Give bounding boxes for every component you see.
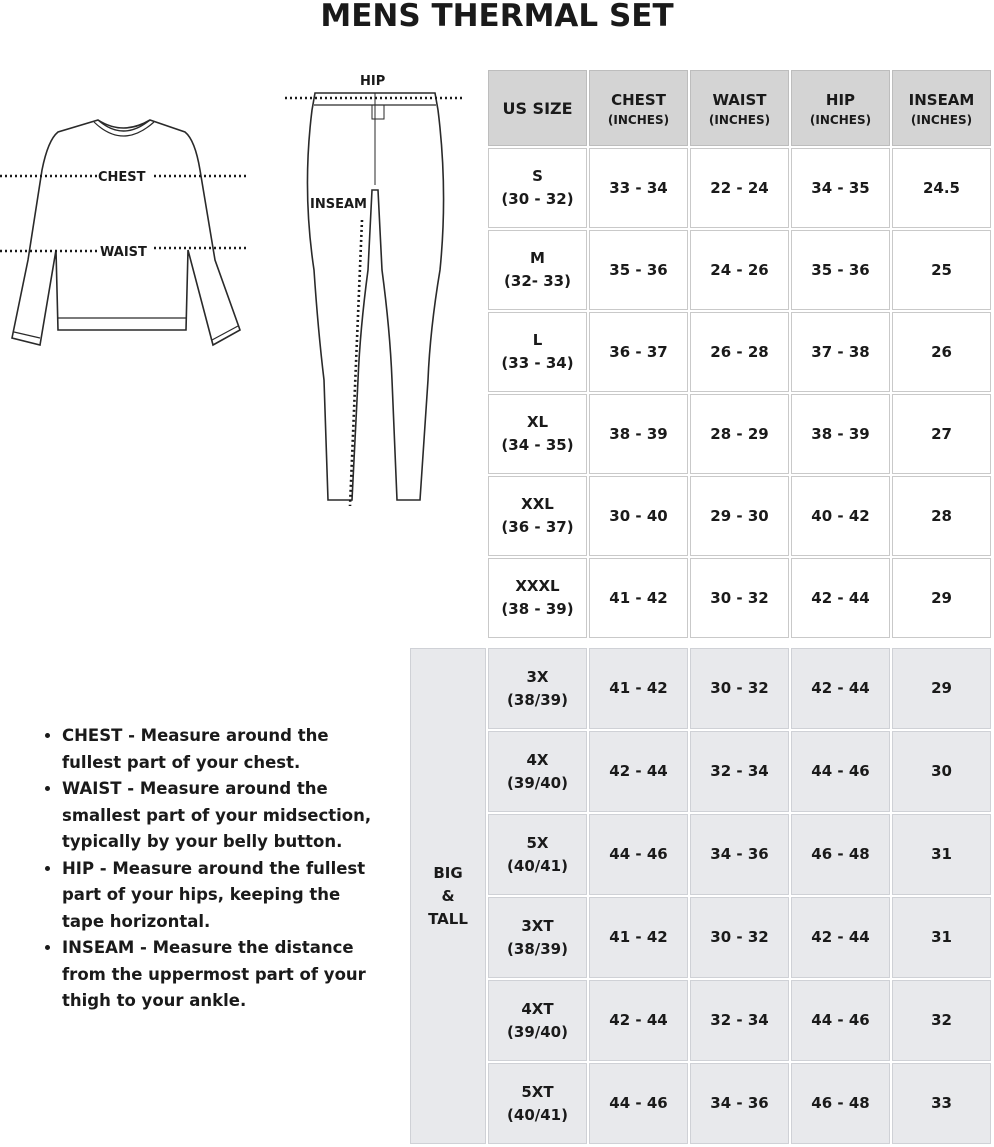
size-range: (32- 33) [504, 272, 571, 290]
size-name: M [530, 249, 545, 267]
table-cell-hip [791, 230, 890, 310]
size-range: (34 - 35) [501, 436, 574, 454]
hip-value: 40 - 42 [811, 506, 870, 525]
chest-label: CHEST [98, 170, 146, 185]
instruction-item: • INSEAM - Measure the distance from the uppermost part of your thigh to your ankle. [62, 935, 382, 1015]
size-name: L [532, 331, 543, 349]
table-cell-chest [589, 1063, 688, 1144]
table-cell-inseam [892, 1063, 991, 1144]
hip-value: 42 - 44 [811, 588, 870, 607]
table-cell-chest [589, 897, 688, 978]
waist-value: 30 - 32 [710, 679, 769, 697]
column-header [488, 70, 587, 146]
instruction-item: • WAIST - Measure around the smallest part of your midsection, typically by your belly button. [62, 776, 382, 856]
column-header [791, 70, 890, 146]
waist-value: 32 - 34 [710, 762, 769, 780]
table-cell-chest [589, 814, 688, 895]
inseam-value: 24.5 [922, 178, 960, 197]
size-name: 5X [526, 833, 549, 852]
size-range: (39/40) [507, 1022, 568, 1041]
table-cell-hip [791, 476, 890, 556]
table-cell-hip [791, 312, 890, 392]
table-cell-waist [690, 980, 789, 1061]
size-name: XXL [521, 495, 554, 513]
size-range: (40/41) [507, 856, 568, 875]
hip-value: 46 - 48 [811, 1094, 870, 1112]
chest-value: 42 - 44 [609, 1011, 668, 1029]
column-header-label: HIP [825, 90, 856, 109]
table-cell-hip [791, 980, 890, 1061]
size-cell [488, 394, 587, 474]
size-range: (36 - 37) [501, 518, 574, 536]
size-cell [488, 980, 587, 1061]
chest-value: 41 - 42 [609, 928, 668, 946]
table-cell-inseam [892, 980, 991, 1061]
table-cell-waist [690, 476, 789, 556]
big-tall-label-line: BIG [433, 863, 463, 882]
size-range: (38/39) [507, 690, 568, 709]
waist-value: 30 - 32 [710, 588, 769, 607]
size-cell [488, 148, 587, 228]
column-header-label: WAIST [712, 90, 767, 109]
hip-value: 46 - 48 [811, 845, 870, 863]
inseam-value: 31 [931, 845, 952, 863]
column-header-unit: (INCHES) [809, 112, 872, 127]
size-range: (39/40) [507, 773, 568, 792]
waist-value: 26 - 28 [710, 342, 769, 361]
column-header-unit: (INCHES) [708, 112, 771, 127]
chest-value: 44 - 46 [609, 845, 668, 863]
chest-value: 30 - 40 [609, 506, 668, 525]
inseam-value: 32 [931, 1011, 952, 1029]
size-range: (38 - 39) [501, 600, 574, 618]
column-header-label: INSEAM [908, 90, 975, 109]
table-cell-inseam [892, 148, 991, 228]
table-cell-chest [589, 394, 688, 474]
column-header-unit: (INCHES) [910, 112, 973, 127]
inseam-value: 25 [931, 260, 952, 279]
column-header [589, 70, 688, 146]
table-cell-chest [589, 558, 688, 638]
chest-value: 38 - 39 [609, 424, 668, 443]
hip-value: 44 - 46 [811, 1011, 870, 1029]
table-cell-waist [690, 558, 789, 638]
size-cell [488, 312, 587, 392]
size-cell [488, 230, 587, 310]
inseam-value: 28 [931, 506, 952, 525]
table-cell-chest [589, 230, 688, 310]
size-name: XXXL [515, 577, 560, 595]
size-cell [488, 731, 587, 812]
size-name: 3X [526, 667, 549, 686]
size-name: 3XT [521, 916, 554, 935]
waist-value: 32 - 34 [710, 1011, 769, 1029]
big-tall-label-line: & [441, 886, 455, 905]
table-cell-inseam [892, 312, 991, 392]
chest-value: 41 - 42 [609, 588, 668, 607]
table-cell-waist [690, 394, 789, 474]
column-header-label: US SIZE [502, 98, 573, 118]
table-cell-chest [589, 980, 688, 1061]
table-cell-chest [589, 648, 688, 729]
table-cell-waist [690, 731, 789, 812]
size-range: (33 - 34) [501, 354, 574, 372]
table-cell-inseam [892, 476, 991, 556]
inseam-value: 29 [931, 588, 952, 607]
chest-value: 41 - 42 [609, 679, 668, 697]
size-cell [488, 648, 587, 729]
chest-value: 42 - 44 [609, 762, 668, 780]
table-cell-waist [690, 897, 789, 978]
table-cell-inseam [892, 558, 991, 638]
table-cell-hip [791, 648, 890, 729]
size-cell [488, 476, 587, 556]
waist-value: 28 - 29 [710, 424, 769, 443]
table-cell-inseam [892, 648, 991, 729]
hip-value: 38 - 39 [811, 424, 870, 443]
hip-value: 42 - 44 [811, 928, 870, 946]
size-cell [488, 814, 587, 895]
table-cell-hip [791, 897, 890, 978]
column-header [690, 70, 789, 146]
page-title: MENS THERMAL SET [320, 0, 674, 34]
waist-value: 29 - 30 [710, 506, 769, 525]
table-cell-chest [589, 476, 688, 556]
instruction-item: • HIP - Measure around the fullest part of your hips, keeping the tape horizontal. [62, 856, 382, 936]
hip-value: 35 - 36 [811, 260, 870, 279]
table-cell-inseam [892, 814, 991, 895]
big-tall-label [410, 648, 486, 1144]
table-cell-chest [589, 312, 688, 392]
big-tall-label-line: TALL [428, 909, 468, 928]
size-range: (38/39) [507, 939, 568, 958]
inseam-value: 26 [931, 342, 952, 361]
table-cell-waist [690, 312, 789, 392]
hip-value: 34 - 35 [811, 178, 870, 197]
pants-diagram [280, 70, 470, 510]
table-cell-hip [791, 731, 890, 812]
inseam-value: 27 [931, 424, 952, 443]
table-cell-waist [690, 648, 789, 729]
instruction-item: • CHEST - Measure around the fullest part of your chest. [62, 723, 382, 776]
inseam-value: 31 [931, 928, 952, 946]
column-header [892, 70, 991, 146]
table-cell-inseam [892, 394, 991, 474]
table-cell-chest [589, 148, 688, 228]
table-cell-hip [791, 814, 890, 895]
size-name: 4XT [521, 999, 554, 1018]
table-cell-hip [791, 558, 890, 638]
pants-outline [307, 93, 443, 500]
table-cell-waist [690, 230, 789, 310]
waist-value: 22 - 24 [710, 178, 769, 197]
table-cell-waist [690, 148, 789, 228]
inseam-label: INSEAM [310, 197, 367, 212]
size-name: 5XT [521, 1082, 554, 1101]
inseam-value: 29 [931, 679, 952, 697]
hip-label: HIP [360, 74, 386, 89]
waist-value: 34 - 36 [710, 845, 769, 863]
size-range: (30 - 32) [501, 190, 574, 208]
hip-value: 44 - 46 [811, 762, 870, 780]
waist-value: 30 - 32 [710, 928, 769, 946]
hip-value: 42 - 44 [811, 679, 870, 697]
table-cell-hip [791, 394, 890, 474]
shirt-outline [12, 120, 240, 345]
table-cell-waist [690, 1063, 789, 1144]
size-cell [488, 897, 587, 978]
table-cell-hip [791, 148, 890, 228]
waist-value: 34 - 36 [710, 1094, 769, 1112]
inseam-value: 30 [931, 762, 952, 780]
measurement-instructions [40, 723, 382, 1015]
table-cell-inseam [892, 230, 991, 310]
column-header-label: CHEST [611, 90, 666, 109]
table-cell-inseam [892, 731, 991, 812]
table-cell-hip [791, 1063, 890, 1144]
chest-value: 44 - 46 [609, 1094, 668, 1112]
shirt-diagram [0, 110, 260, 360]
waist-value: 24 - 26 [710, 260, 769, 279]
size-name: XL [526, 413, 549, 431]
table-cell-waist [690, 814, 789, 895]
size-name: 4X [526, 750, 549, 769]
size-name: S [532, 167, 543, 185]
size-range: (40/41) [507, 1105, 568, 1124]
size-cell [488, 558, 587, 638]
hip-value: 37 - 38 [811, 342, 870, 361]
chest-value: 35 - 36 [609, 260, 668, 279]
chest-value: 33 - 34 [609, 178, 668, 197]
size-cell [488, 1063, 587, 1144]
inseam-value: 33 [931, 1094, 952, 1112]
waist-label: WAIST [100, 245, 147, 260]
table-cell-chest [589, 731, 688, 812]
table-cell-inseam [892, 897, 991, 978]
chest-value: 36 - 37 [609, 342, 668, 361]
column-header-unit: (INCHES) [607, 112, 670, 127]
